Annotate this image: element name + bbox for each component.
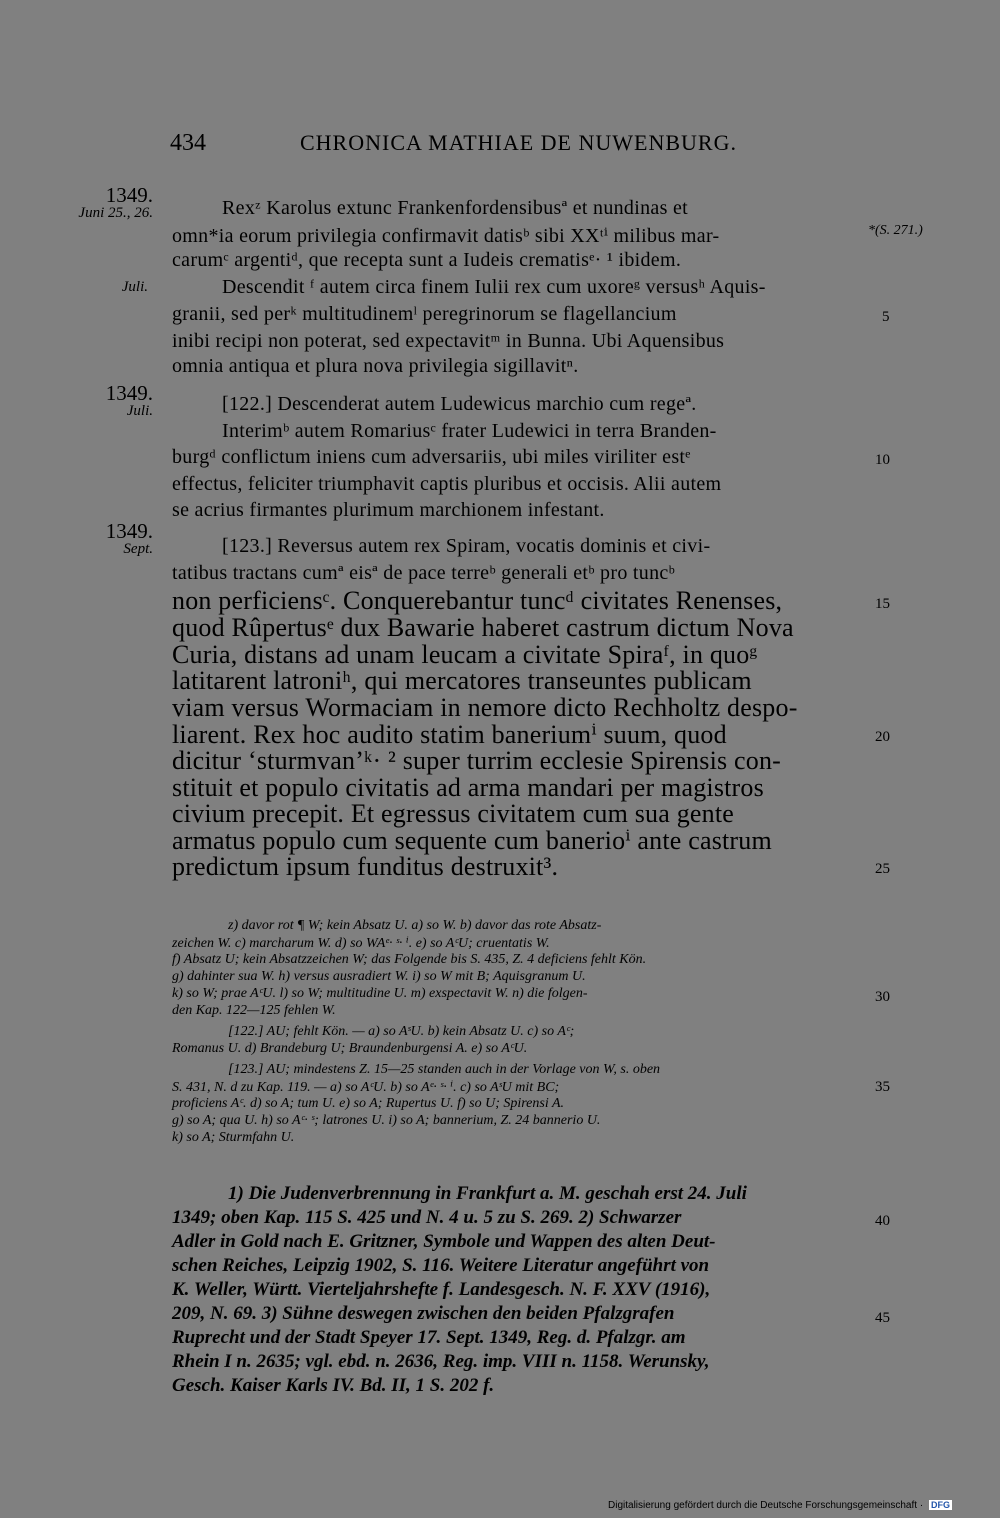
line-number: 35 (875, 1079, 890, 1095)
apparatus-line: [123.] AU; mindestens Z. 15—25 standen auch in der Vorlage von W, s. oben (228, 1062, 661, 1077)
text-line: non perficiensᶜ. Conquerebantur tuncᵈ civitates Renenses, (172, 586, 783, 615)
apparatus-line: den Kap. 122—125 fehlen W. (172, 1003, 336, 1018)
apparatus-line: k) so W; prae AᶜU. l) so W; multitudine U. m) exspectavit W. n) die folgen- (172, 986, 588, 1001)
text-line: carumᶜ argentiᵈ, que recepta sunt a Iudeis crematisᵉ· ¹ ibidem. (172, 249, 682, 271)
footnote-line: 1349; oben Kap. 115 S. 425 und N. 4 u. 5 zu S. 269. 2) Schwarzer (172, 1207, 682, 1228)
page-number: 434 (170, 130, 206, 156)
text-line: viam versus Wormaciam in nemore dicto Rechholtz despo- (172, 693, 798, 722)
footnote-line: 209, N. 69. 3) Sühne deswegen zwischen den beiden Pfalzgrafen (172, 1303, 675, 1324)
running-title: CHRONICA MATHIAE DE NUWENBURG. (300, 130, 737, 155)
text-line: Rexᶻ Karolus extunc Frankenfordensibusª et nundinas et (222, 197, 688, 219)
apparatus-line: z) davor rot ¶ W; kein Absatz U. a) so W. b) davor das rote Absatz- (228, 918, 602, 933)
footnote-line: K. Weller, Württ. Vierteljahrshefte f. Landesgesch. N. F. XXV (1916), (172, 1279, 711, 1300)
text-line: inibi recipi non poterat, sed expectavitᵐ in Bunna. Ubi Aquensibus (172, 330, 725, 352)
margin-date (13, 383, 153, 419)
margin-date (13, 185, 153, 221)
margin-year: 1349. (105, 183, 153, 207)
apparatus-line: zeichen W. c) marcharum W. d) so WAᵉ· ˢ· ⁱ. e) so AᶜU; cruentatis W. (172, 936, 550, 951)
text-line: predictum ipsum funditus destruxit³. (172, 852, 559, 881)
footnote-line: Gesch. Kaiser Karls IV. Bd. II, 1 S. 202 f. (172, 1375, 495, 1396)
apparatus-line: [122.] AU; fehlt Kön. — a) so AˢU. b) kein Absatz U. c) so Aᶜ; (228, 1024, 575, 1039)
line-number: 40 (875, 1213, 890, 1229)
margin-month: Juli. (126, 403, 153, 419)
text-line: [122.] Descenderat autem Ludewicus marchio cum regeª. (222, 393, 697, 415)
apparatus-line: g) dahinter sua W. h) versus ausradiert W. i) so W mit B; Aquisgranum U. (172, 969, 586, 984)
margin-month: Sept. (123, 541, 153, 557)
line-number: 25 (875, 861, 890, 877)
apparatus-line: f) Absatz U; kein Absatzzeichen W; das Folgende bis S. 435, Z. 4 deficiens fehlt Kön. (172, 952, 647, 967)
text-line: stituit et populo civitatis ad arma mandari per magistros (172, 773, 764, 802)
apparatus-line: k) so A; Sturmfahn U. (172, 1130, 295, 1145)
text-line: tatibus tractans cumª eisª de pace terreᵇ generali etᵇ pro tuncᵇ (172, 562, 676, 584)
margin-date (13, 521, 153, 557)
footnote-line: Ruprecht und der Stadt Speyer 17. Sept. 1349, Reg. d. Pfalzgr. am (172, 1327, 686, 1348)
apparatus-line: g) so A; qua U. h) so Aᶜ· ˢ; latrones U. i) so A; bannerium, Z. 24 bannerio U. (172, 1113, 601, 1128)
text-line: Interimᵇ autem Romariusᶜ frater Ludewici in terra Branden- (222, 420, 717, 442)
margin-year: 1349. (105, 519, 153, 543)
line-number: 45 (875, 1310, 890, 1326)
apparatus-line: proficiens Aᶜ. d) so A; tum U. e) so A; Rupertus U. f) so U; Spirensi A. (172, 1096, 565, 1111)
text-line: omnia antiqua et plura nova privilegia sigillavitⁿ. (172, 355, 579, 377)
apparatus-line: S. 431, N. d zu Kap. 119. — a) so AᶜU. b) so Aᵉ· ˢ· ⁱ. c) so AˢU mit BC; (172, 1080, 560, 1095)
digitization-credit (608, 1500, 952, 1511)
text-line: Descendit ᶠ autem circa finem Iulii rex cum uxoreᵍ versusʰ Aquis- (222, 276, 766, 298)
edition-page-reference: *(S. 271.) (868, 223, 923, 238)
text-line: quod Rûpertusᵉ dux Bawarie haberet castrum dictum Nova (172, 613, 794, 642)
footnote-line: Rhein I n. 2635; vgl. ebd. n. 2636, Reg. imp. VIII n. 1158. Werunsky, (172, 1351, 710, 1372)
text-line: granii, sed perᵏ multitudinemˡ peregrinorum se flagellancium (172, 303, 677, 325)
margin-date (8, 280, 148, 295)
line-number: 30 (875, 989, 890, 1005)
text-line: omn*ia eorum privilegia confirmavit datisᵇ sibi XXᵗⁱ milibus mar- (172, 225, 720, 247)
footnote-line: Adler in Gold nach E. Gritzner, Symbole und Wappen des alten Deut- (172, 1231, 716, 1252)
text-line: Curia, distans ad unam leucam a civitate Spiraᶠ, in quoᵍ (172, 640, 758, 669)
text-line: liarent. Rex hoc audito statim baneriumⁱ suum, quod (172, 720, 727, 749)
text-line: effectus, feliciter triumphavit captis pluribus et occisis. Alii autem (172, 473, 722, 495)
text-line: armatus populo cum sequente cum banerioⁱ ante castrum (172, 826, 772, 855)
line-number: 10 (875, 452, 890, 468)
margin-month: Juni 25., 26. (78, 205, 153, 221)
text-line: burgᵈ conflictum iniens cum adversariis, ubi miles viriliter estᵉ (172, 446, 691, 468)
text-line: se acrius firmantes plurimum marchionem infestant. (172, 499, 605, 521)
margin-month: Juli. (121, 279, 148, 295)
footnote-line: 1) Die Judenverbrennung in Frankfurt a. M. geschah erst 24. Juli (228, 1183, 747, 1204)
dfg-logo: DFG (930, 1500, 950, 1510)
line-number: 5 (882, 309, 890, 325)
footnote-line: schen Reiches, Leipzig 1902, S. 116. Weitere Literatur angeführt von (172, 1255, 710, 1276)
text-line: latitarent latroniʰ, qui mercatores transeuntes publicam (172, 666, 752, 695)
line-number: 15 (875, 596, 890, 612)
apparatus-line: Romanus U. d) Brandeburg U; Braundenburgensi A. e) so AᶜU. (172, 1041, 528, 1056)
margin-year: 1349. (105, 381, 153, 405)
text-line: civium precepit. Et egressus civitatem cum sua gente (172, 799, 734, 828)
page-header (0, 130, 1000, 170)
line-number: 20 (875, 729, 890, 745)
text-line: [123.] Reversus autem rex Spiram, vocatis dominis et civi- (222, 535, 711, 557)
credit-text: Digitalisierung gefördert durch die Deutsche Forschungsgemeinschaft · (608, 1500, 924, 1511)
text-line: dicitur ‘sturmvan’ᵏ· ² super turrim ecclesie Spirensis con- (172, 746, 782, 775)
